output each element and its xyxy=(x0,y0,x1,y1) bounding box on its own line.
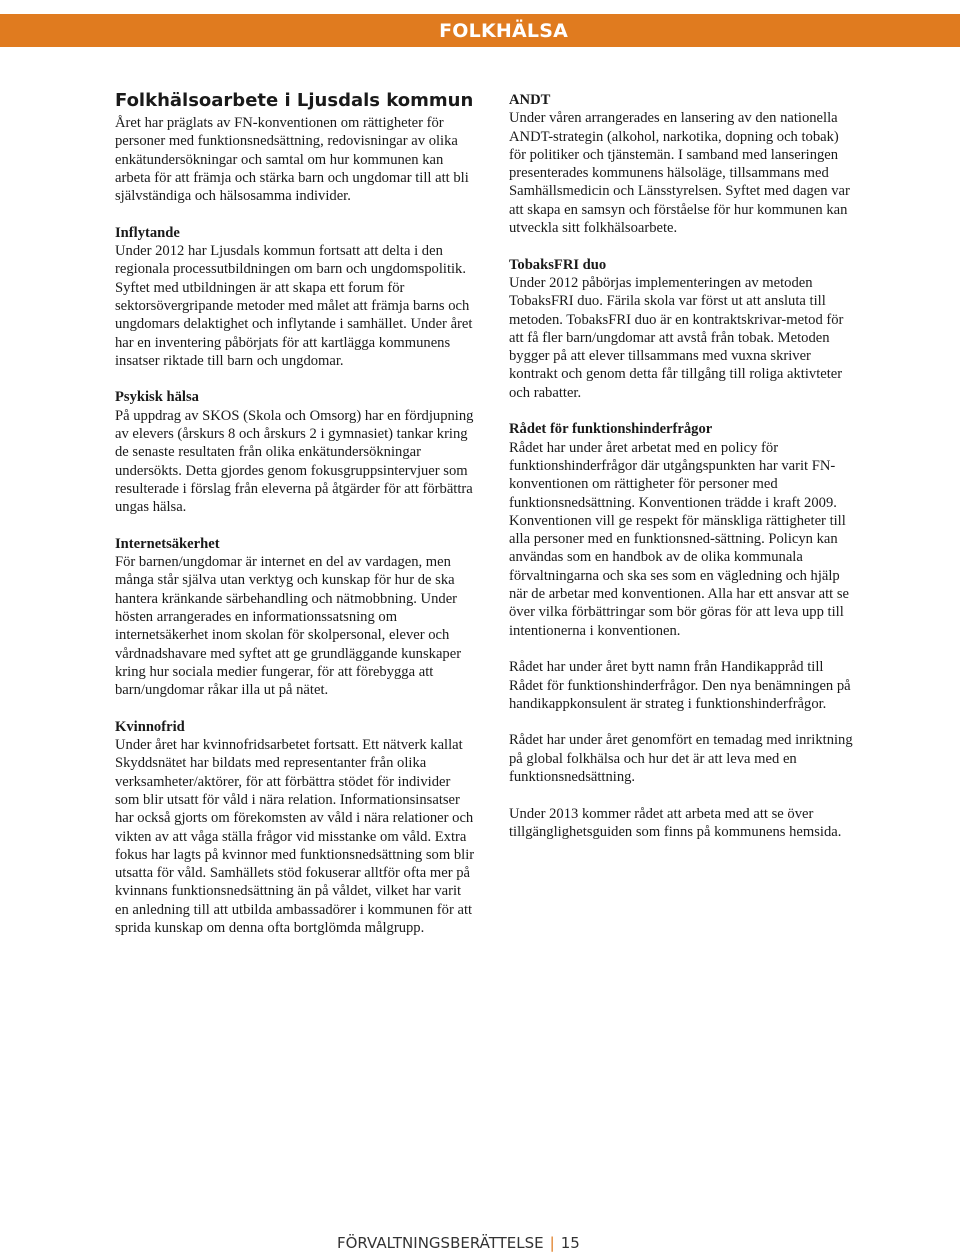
intro-paragraph: Året har präglats av FN-konventionen om rättigheter för personer med funktionsnedsättning, redovisningar av olika enkätundersökningar och samtal om hur kommunen kan arbeta för att främja och stärka barn och ungdomar till att bli självständiga och hälsosamma individer. xyxy=(115,115,469,205)
section-internetsakerhet xyxy=(115,535,475,700)
section-title: Kvinnofrid xyxy=(115,718,185,735)
section-paragraph: Under året har kvinnofridsarbetet fortsatt. Ett nätverk kallat Skyddsnätet har bildats med representanter från olika verksamheter/aktörer, för att förbättra stödet för individer som blir utsatt för våld i nära relation. Informationsinsatser har också gjorts om förekomsten av våld i nära relationer och vikten av att våga ställa frågor vid misstanke om våld. Extra fokus har lagts på kvinnor med funktionsnedsättning som blir utsatta för våld. Samhällets stöd fokuserar alltför ofta mer på kvinnans funktionsnedsättning än på våldet, vilket har varit en anledning till att utbilda ambassadörer i kommunen för att sprida kunskap om denna ofta bortglömda målgrupp. xyxy=(115,737,475,937)
section-andt xyxy=(509,91,854,237)
page-footer xyxy=(337,1234,580,1252)
section-title: Internetsäkerhet xyxy=(115,535,220,552)
section-title: Rådet för funktionshinderfrågor xyxy=(509,421,713,438)
section-paragraph: Rådet har under året bytt namn från Handikappråd till Rådet för funktionshinderfrågor. Den nya benämningen på handikappkonsulent är strateg i funktionshinderfrågor. xyxy=(509,659,851,712)
left-column xyxy=(115,90,475,956)
footer-label: FÖRVALTNINGSBERÄTTELSE xyxy=(337,1234,544,1252)
section-title: Inflytande xyxy=(115,224,180,241)
footer-separator: | xyxy=(549,1234,555,1252)
section-paragraph: Under våren arrangerades en lansering av den nationella ANDT-strategin (alkohol, narkotika, dopning och tobak) för politiker och tjänstemän. I samband med lanseringen presenterades kommunens hälsoläge, tillsammans med Samhällsmedicin och Länsstyrelsen. Syftet med dagen var att skapa en samsyn och förståelse för hur kommunen kan utveckla sitt folkhälsoarbete. xyxy=(509,110,850,237)
section-paragraph: Under 2013 kommer rådet att arbeta med att se över tillgänglighetsguiden som finns på kommunens hemsida. xyxy=(509,805,842,840)
header-bar xyxy=(0,14,960,47)
section-paragraph: Rådet har under året arbetat med en policy för funktionshinderfrågor där utgångspunkten har varit FN-konventionen om rättigheter för personer med funktionsnedsättning. Konventionen trädde i kraft 2009. Konventionen vill ge respekt för mänskliga rättigheter till alla personer med en funktionsned-sättning. Policyn kan användas som en handbok av de olika kommunala förvaltningarna och ska ses som en vägledning och hjälp när de arbetar med konventionen. Alla har ett ansvar att se över vilka förbättringar som bör göras för att leva upp till intentionerna i konventionen. xyxy=(509,439,849,639)
section-paragraph: För barnen/ungdomar är internet en del av vardagen, men många står själva utan verktyg och kunskap för hur de ska hantera kränkande särbehandling och nätmobbning. Under hösten arrangerades en informationssatsning om internetsäkerhet inom skolan för skolpersonal, elever och vårdnadshavare med syftet att ge grundläggande kunskaper kring hur sociala medier fungerar, för att förebygga att barn/ungdomar råkar illa ut på nätet. xyxy=(115,554,462,699)
section-psykisk-halsa xyxy=(115,388,475,516)
section-title: TobaksFRI duo xyxy=(509,256,607,273)
section-radet-funktionshinder xyxy=(509,420,854,841)
header-title: FOLKHÄLSA xyxy=(439,20,568,42)
section-paragraph: Rådet har under året genomfört en temadag med inriktning på global folkhälsa och hur det är att leva med en funktionsnedsättning. xyxy=(509,732,853,785)
section-inflytande xyxy=(115,224,475,370)
page-heading: Folkhälsoarbete i Ljusdals kommun xyxy=(115,90,474,111)
section-title: ANDT xyxy=(509,92,551,108)
section-paragraph: På uppdrag av SKOS (Skola och Omsorg) har en fördjupning av elevers (årskurs 8 och årskurs 2 i gymnasiet) tankar kring de senaste resultaten från olika enkätundersökningar undersökts. Detta gjordes genom fokusgruppsintervjuer som resulterade i förslag från eleverna på åtgärder för att förbättra ungas hälsa. xyxy=(115,407,474,516)
section-title: Psykisk hälsa xyxy=(115,389,199,406)
right-column xyxy=(509,91,854,859)
section-paragraph: Under 2012 påbörjas implementeringen av metoden TobaksFRI duo. Färila skola var först ut att ansluta till metoden. TobaksFRI duo är en kontraktskrivar-metod för att få fler barn/ungdomar att avstå från tobak. Metoden bygger på att elever tillsammans med vuxna skriver kontrakt och genom detta får tillgång till roliga aktivteter och rabatter. xyxy=(509,274,844,401)
section-kvinnofrid xyxy=(115,718,475,938)
page-number: 15 xyxy=(560,1234,580,1252)
intro-section xyxy=(115,114,475,205)
section-paragraph: Under 2012 har Ljusdals kommun fortsatt att delta i den regionala processutbildningen om barn och ungdomspolitik. Syftet med utbildningen är att skapa ett forum för sektorsövergripande metoder med målet att främja barns och ungdomars delaktighet och inflytande i samhället. Under året har en inventering påbörjats för att kartlägga kommunens insatser riktade till barn och ungdomar. xyxy=(115,243,473,369)
section-tobaksfri-duo xyxy=(509,256,854,402)
